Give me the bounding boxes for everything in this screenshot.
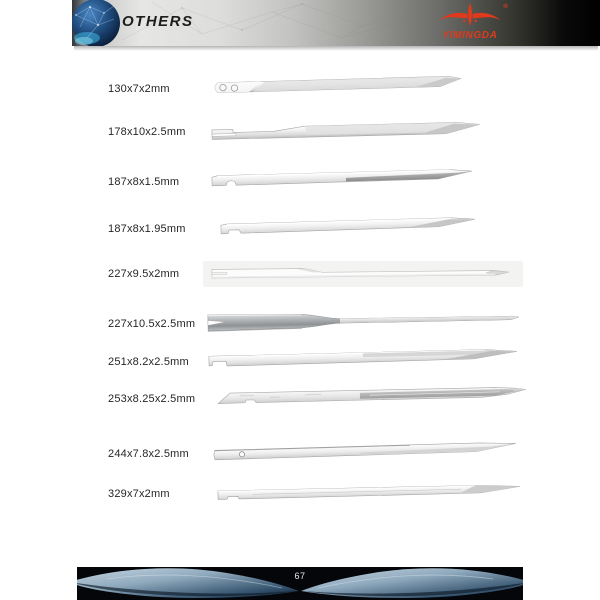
brand-logo <box>424 2 516 41</box>
product-size-label: 251x8.2x2.5mm <box>108 356 189 368</box>
product-size-label: 187x8x1.95mm <box>108 223 186 235</box>
product-size-label: 329x7x2mm <box>108 488 170 500</box>
header-band <box>72 0 600 46</box>
blade-image-187x8x1-5 <box>206 166 479 189</box>
blade-image-178x10x2-5 <box>209 117 484 144</box>
page-title: OTHERS <box>122 13 194 30</box>
brand-name: YIMINGDA <box>442 30 498 41</box>
product-size-label: 130x7x2mm <box>108 83 170 95</box>
footer-band <box>77 567 523 600</box>
page-number: 67 <box>294 571 306 581</box>
product-size-label: 227x9.5x2mm <box>108 268 180 280</box>
product-size-label: 227x10.5x2.5mm <box>108 318 196 330</box>
blade-image-130x7x2 <box>209 71 464 98</box>
product-size-label: 187x8x1.5mm <box>108 176 180 188</box>
blade-image-253x8-25x2-5 <box>210 384 527 407</box>
blade-image-251x8-2x2-5 <box>203 345 521 371</box>
bull-horns-logo-icon <box>437 2 503 28</box>
blade-image-329x7x2 <box>213 482 523 502</box>
product-size-label: 178x10x2.5mm <box>108 126 186 138</box>
product-size-label: 253x8.25x2.5mm <box>108 393 196 405</box>
blade-image-244x7-8x2-5 <box>210 438 522 463</box>
header-shadow <box>74 46 598 51</box>
registered-trademark: ® <box>503 3 508 10</box>
blade-image-227x10-5x2-5 <box>206 306 522 334</box>
globe-network-icon <box>72 0 124 46</box>
blade-image-187x8x1-95 <box>213 215 481 236</box>
product-size-label: 244x7.8x2.5mm <box>108 448 189 460</box>
